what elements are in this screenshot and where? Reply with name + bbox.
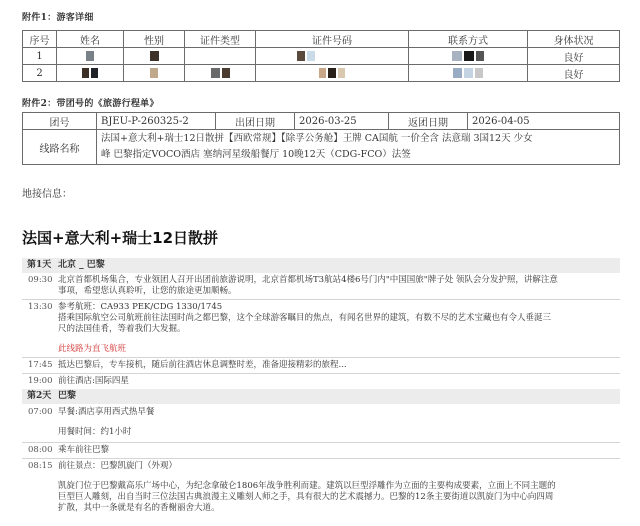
item-text — [58, 445, 614, 456]
route-line-2: 峰 巴黎指定VOCO酒店 塞纳河星级船餐厅 10晚12天（CDG-FCO）法签 — [101, 149, 411, 160]
item-line: 乘车前往巴黎 — [58, 445, 110, 455]
guide-info-label: 地接信息： — [22, 189, 72, 200]
divider — [22, 373, 620, 374]
item-line: 尺的法国佳肴，等着我们大发掘。 — [58, 324, 186, 334]
header-id-number: 证件号码 — [256, 31, 409, 48]
row-id-number-redacted — [256, 48, 409, 65]
appendix2-label: 附件2：带团号的《旅游行程单》 — [22, 99, 159, 109]
header-name: 姓名 — [57, 31, 124, 48]
day-cities: 巴黎 — [58, 391, 77, 401]
group-info-row — [23, 113, 620, 130]
item-text — [58, 376, 614, 387]
day-number: 第1天 — [27, 260, 52, 270]
item-time: 19:00 — [28, 376, 53, 386]
item-text — [58, 360, 614, 371]
group-no-value: BJEU-P-260325-2 — [97, 113, 216, 130]
item-line: 抵达巴黎后，专车接机，随后前往酒店休息调整时差，准备迎接精彩的旅程... — [58, 360, 347, 370]
depart-date-value: 2026-03-25 — [295, 113, 389, 130]
item-time: 08:15 — [28, 461, 53, 471]
route-label: 线路名称 — [23, 130, 97, 165]
header-contact: 联系方式 — [409, 31, 528, 48]
row-id-type — [185, 48, 256, 65]
header-id-type: 证件类型 — [185, 31, 256, 48]
table-row — [23, 65, 620, 82]
day-header — [22, 258, 620, 273]
row-health: 良好 — [528, 48, 620, 65]
header-no: 序号 — [23, 31, 57, 48]
row-contact-redacted — [409, 65, 528, 82]
description-line: 扩散，其中一条就是有名的香榭丽舍大道。 — [58, 503, 220, 513]
item-line: 前往景点：巴黎凯旋门（外观） — [58, 461, 178, 471]
route-name — [97, 130, 620, 165]
itinerary-info-table — [22, 112, 620, 165]
appendix1-label: 附件1：游客详细 — [22, 13, 94, 23]
day-cities: 北京 _ 巴黎 — [58, 260, 105, 270]
item-text — [58, 461, 614, 472]
row-no: 1 — [23, 48, 57, 65]
row-gender-redacted — [124, 48, 185, 65]
day-number: 第2天 — [27, 391, 52, 401]
row-id-number-redacted — [256, 65, 409, 82]
row-no: 2 — [23, 65, 57, 82]
item-text — [58, 302, 614, 355]
divider — [22, 357, 620, 358]
row-contact-redacted — [409, 48, 528, 65]
divider — [22, 442, 620, 443]
route-line-1: 法国+意大利+瑞士12日散拼【西欧常规】【除孚公务舱】王牌 CA国航 一价全含 法意瑞 3国12天 少女 — [101, 133, 533, 144]
day-header — [22, 389, 620, 404]
item-time: 13:30 — [28, 302, 53, 312]
return-date-label: 返团日期 — [389, 113, 468, 130]
item-text — [58, 407, 614, 438]
description-line: 凯旋门位于巴黎戴高乐广场中心，为纪念拿破仑1806年战争胜利而建。建筑以巨型浮雕作为立面的主要构成要素，立面上不同主题的 — [58, 481, 556, 491]
row-id-type-redacted — [185, 65, 256, 82]
item-time: 07:00 — [28, 407, 53, 417]
item-line: 早餐:酒店享用西式热早餐 — [58, 407, 155, 417]
item-line: 北京首都机场集合，专业领团人召开出团前旅游说明，北京首都机场T3航站4楼6号门内"中国国旅"牌子处 领队会分发护照，讲解注意 — [58, 275, 558, 285]
row-gender-redacted — [124, 65, 185, 82]
row-health: 良好 — [528, 65, 620, 82]
table-row — [23, 48, 620, 65]
depart-date-label: 出团日期 — [216, 113, 295, 130]
group-no-label: 团号 — [23, 113, 97, 130]
item-line: 事项，希望您认真聆听，让您的旅途更加顺畅。 — [58, 286, 237, 296]
description-text — [58, 481, 614, 514]
header-health: 身体状况 — [528, 31, 620, 48]
item-line: 前往酒店:国际四星 — [58, 376, 129, 386]
route-row — [23, 130, 620, 165]
trip-title: 法国+意大利+瑞士12日散拼 — [22, 229, 219, 247]
item-text — [58, 275, 614, 297]
item-time: 09:30 — [28, 275, 53, 285]
return-date-value: 2026-04-05 — [468, 113, 620, 130]
tourist-table-header — [23, 31, 620, 48]
description-line: 巨型巨人雕刻，出自当时三位法国古典浪漫主义雕刻人师之手，具有很大的艺术震撼力。巴黎的12条主要街道以凯旋门为中心向四周 — [58, 492, 554, 502]
item-time: 17:45 — [28, 360, 53, 370]
item-time: 08:00 — [28, 445, 53, 455]
row-name-redacted — [57, 48, 124, 65]
item-line: 用餐时间：约1小时 — [58, 427, 132, 437]
spacer — [58, 418, 614, 427]
tourist-table — [22, 30, 620, 82]
row-name-redacted — [57, 65, 124, 82]
divider — [22, 458, 620, 459]
header-gender: 性别 — [124, 31, 185, 48]
item-line: 搭乘国际航空公司航班前往法国时尚之都巴黎，这个全球游客瞩目的焦点，有闻名世界的建筑，有数不尽的艺术宝藏也有令人垂涎三 — [58, 313, 552, 323]
divider — [22, 299, 620, 300]
item-line: 参考航班：CA933 PEK/CDG 1330/1745 — [58, 302, 223, 312]
direct-flight-note: 此线路为直飞航班 — [58, 344, 127, 354]
